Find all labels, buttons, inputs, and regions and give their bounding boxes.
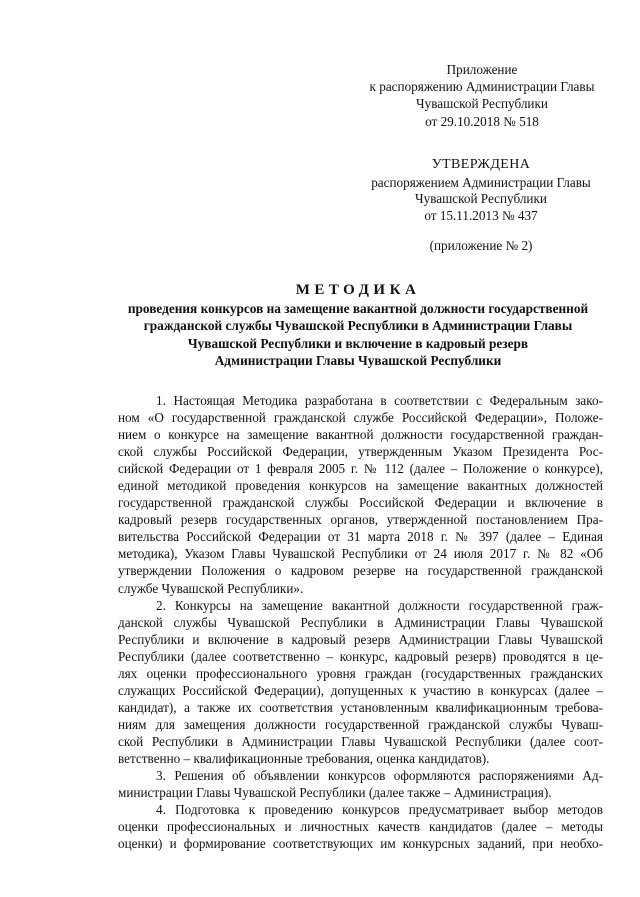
body-line: Республики (далее соответственно – конкурс, кадровый резерв) проводятся в це-	[118, 648, 603, 664]
appendix-org: Чувашской Республики	[416, 96, 548, 112]
body-line: 2. Конкурсы на замещение вакантной должности государственной граж-	[156, 597, 603, 613]
body-line: 3. Решения об объявлении конкурсов оформляются распоряжениями Ад-	[156, 768, 603, 784]
body-line: методика), Указом Главы Чувашской Республики от 24 июля 2017 г. № 82 «Об	[118, 546, 603, 562]
body-line: ветственно – квалификационные требования, оценка кандидатов).	[118, 750, 490, 766]
body-line: служащих Российской Федерации), допущенных к участию в конкурсах (далее –	[118, 682, 603, 698]
appendix-title: Приложение	[446, 62, 518, 77]
document-body	[118, 392, 603, 852]
body-line: вительства Российской Федерации от 31 марта 2018 г. № 397 (далее – Единая	[118, 529, 603, 545]
body-line: ской службы Российской Федерации, утвержденным Указом Президента Рос-	[118, 444, 603, 460]
title-line: гражданской службы Чувашской Республики в Администрации Главы	[143, 318, 573, 334]
body-line: 4. Подготовка к проведению конкурсов предусматривает выбор методов	[156, 802, 603, 818]
body-line: утверждении Положения о кадровом резерве на государственной гражданской	[118, 563, 603, 579]
title-line: Чувашской Республики и включение в кадровый резерв	[187, 335, 529, 351]
appendix-ref: к распоряжению Администрации Главы	[369, 79, 595, 95]
body-line: 1. Настоящая Методика разработана в соответствии с Федеральным зако-	[156, 393, 603, 408]
approval-head: УТВЕРЖДЕНА	[431, 157, 531, 172]
approval-sub: (приложение № 2)	[429, 238, 533, 254]
body-line: службе Чувашской Республики».	[118, 580, 304, 596]
body-line: оценки профессиональных и личностных качеств кандидатов (далее – методы	[118, 819, 603, 835]
body-line: лях оценки профессионального уровня граждан (государственных гражданских	[118, 665, 603, 681]
body-line: кадровый резерв государственных органов, утвержденной постановлением Пра-	[118, 512, 603, 528]
document-title	[110, 282, 606, 370]
body-line: ниям для замещения должности государственной гражданской службы Чуваш-	[118, 716, 603, 732]
approval-org: Чувашской Республики	[415, 191, 547, 207]
body-line: министрации Главы Чувашской Республики (далее также – Администрация).	[118, 785, 552, 801]
body-line: данской службы Чувашской Республики в Администрации Главы Чувашской	[118, 614, 603, 630]
title-line: проведения конкурсов на замещение вакантной должности государственной	[127, 301, 589, 316]
body-line: ном «О государственной гражданской службе Российской Федерации», Положе-	[118, 410, 603, 426]
body-line: сийской Федерации от 1 февраля 2005 г. № 112 (далее – Положение о конкурсе),	[118, 461, 603, 477]
body-line: оценки) и формирование соответствующих им конкурсных заданий, при необхо-	[118, 836, 603, 852]
title-main: МЕТОДИКА	[295, 282, 421, 298]
body-line: Республики и включение в кадровый резерв Администрации Главы Чувашской	[118, 631, 603, 647]
appendix-header	[352, 61, 612, 130]
body-line: ской Республики в Администрации Главы Чувашской Республики (далее соот-	[118, 733, 603, 749]
title-line: Администрации Главы Чувашской Республики	[214, 353, 502, 369]
body-line: кандидат), а также их соответствия установленным квалификационным требова-	[118, 699, 603, 715]
approval-date: от 15.11.2013 № 437	[424, 207, 538, 223]
approval-ref: распоряжением Администрации Главы	[371, 174, 591, 190]
appendix-date: от 29.10.2018 № 518	[425, 113, 539, 129]
body-line: государственной гражданской службы Российской Федерации и включение в	[118, 495, 603, 511]
body-line: нием о конкурсе на замещение вакантной должности государственной граждан-	[118, 427, 603, 443]
body-line: единой методикой проведения конкурсов на замещение вакантных должностей	[118, 478, 603, 494]
approval-block	[356, 157, 606, 255]
